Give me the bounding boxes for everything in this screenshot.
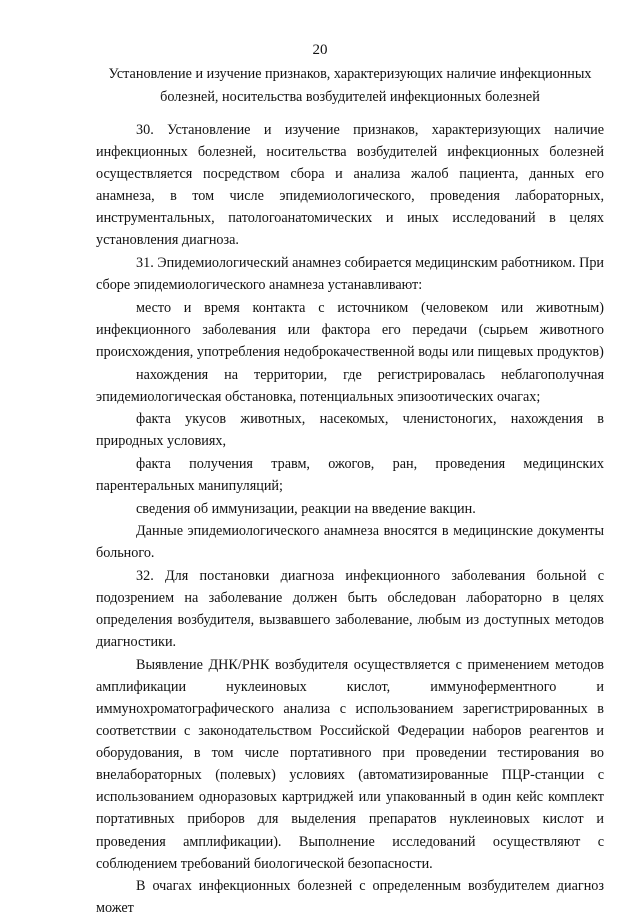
paragraph-30: 30. Установление и изучение признаков, характеризующих наличие инфекционных болезней, носительства возбудителей инфекционных болезней осуществляется посредством сбора и анализа жалоб пациента, данных его анамнеза, в том числе эпидемиологического, проведения лабораторных, инструментальных, патологоанатомических и иных исследований в целях установления диагноза.	[96, 122, 604, 249]
page-number: 20	[312, 42, 328, 58]
paragraph-foci: В очагах инфекционных болезней с определенным возбудителем диагноз может	[96, 878, 604, 917]
paragraph-31: 31. Эпидемиологический анамнез собирается медицинским работником. При сборе эпидемиологического анамнеза устанавливают:	[96, 255, 605, 294]
section-title: Установление и изучение признаков, характеризующих наличие инфекционных болезней, носительства возбудителей инфекционных болезней	[108, 66, 592, 105]
paragraph-territory: нахождения на территории, где регистрировалась неблагополучная эпидемиологическая обстановка, потенциальных эпизоотических очагах;	[96, 366, 604, 405]
paragraph-dna-rna: Выявление ДНК/РНК возбудителя осуществляется с применением методов амплификации нуклеиновых кислот, иммуноферментного и иммунохроматографического анализа с использованием зарегистрированных в соответствии с законодательством Российской Федерации наборов реагентов и оборудования, в том числе портативного при проведении тестирования во внелабораторных (полевых) условиях (автоматизированные ПЦР-станции с использованием одноразовых картриджей или упакованный в один кейс комплект портативных приборов для выделения препаратов нуклеиновых кислот и проведения амплификации). Выполнение исследований осуществляют с соблюдением требований биологической безопасности.	[96, 656, 604, 872]
document-body	[96, 119, 604, 919]
paragraph-immunization: сведения об иммунизации, реакции на введение вакцин.	[136, 500, 476, 517]
paragraph-contact: место и время контакта с источником (человеком или животным) инфекционного заболевания или фактора его передачи (сырьем животного происхождения, употребления недоброкачественной воды или пищевых продуктов)	[96, 299, 604, 360]
paragraph-anamnesis-data: Данные эпидемиологического анамнеза вносятся в медицинские документы больного.	[96, 523, 604, 562]
paragraph-injuries: факта получения травм, ожогов, ран, проведения медицинских парентеральных манипуляций;	[96, 455, 604, 494]
paragraph-32: 32. Для постановки диагноза инфекционного заболевания больной с подозрением на заболевание должен быть обследован лабораторно в целях определения возбудителя, вызвавшего заболевание, любым из доступных методов диагностики.	[96, 567, 604, 651]
paragraph-bites: факта укусов животных, насекомых, членистоногих, нахождения в природных условиях,	[96, 411, 604, 450]
